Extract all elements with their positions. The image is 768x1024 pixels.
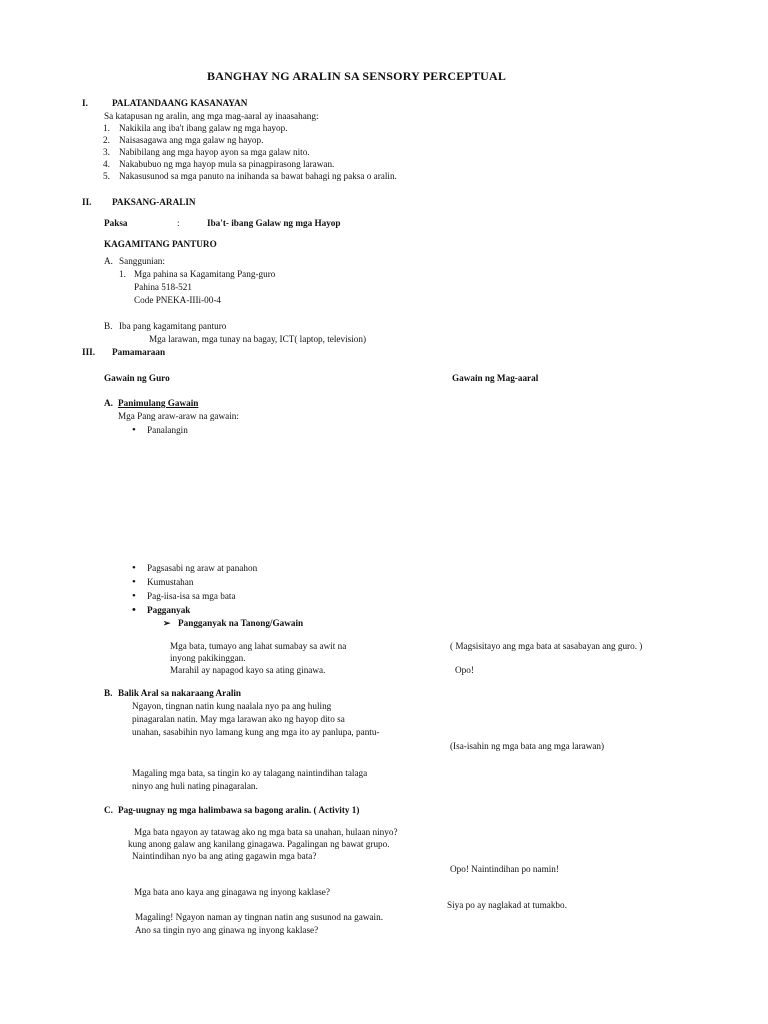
- page-title: BANGHAY NG ARALIN SA SENSORY PERCEPTUAL: [207, 69, 507, 83]
- materials-text: Iba pang kagamitang panturo: [119, 321, 227, 331]
- sanggunian-label: A.: [104, 256, 113, 266]
- aaral-line: Opo!: [455, 665, 474, 675]
- column-magaaral: Gawain ng Mag-aaral: [452, 373, 539, 383]
- section-2-heading: PAKSANG-ARALIN: [112, 197, 196, 207]
- guro-line: Marahil ay napagod kayo sa ating ginawa.: [170, 665, 326, 675]
- step-c-label: C.: [104, 805, 113, 815]
- kagamitan-heading: KAGAMITANG PANTURO: [104, 239, 217, 249]
- guro-line: Magaling mga bata, sa tingin ko ay talagang naintindihan talaga: [132, 768, 368, 778]
- section-2-number: II.: [82, 197, 92, 207]
- section-1-heading: PALATANDAANG KASANAYAN: [112, 98, 248, 108]
- aaral-line: (Isa-isahin ng mga bata ang mga larawan): [450, 741, 605, 751]
- aaral-line: ( Magsisitayo ang mga bata at sasabayan ang guro. ): [450, 641, 643, 651]
- objective-item: Nakabubuo ng mga hayop mula sa pinagpirasong larawan.: [119, 159, 335, 169]
- guro-line: pinagaralan natin. May mga larawan ako ng hayop dito sa: [132, 714, 345, 724]
- list-item: • Kumustahan: [147, 576, 193, 588]
- objective-number: 3.: [103, 147, 110, 157]
- section-1-number: I.: [82, 98, 88, 108]
- sanggunian-text: Sanggunian:: [119, 256, 165, 266]
- step-b-heading: Balik Aral sa nakaraang Aralin: [118, 688, 242, 698]
- materials-detail: Mga larawan, mga tunay na bagay, ICT( laptop, television): [149, 334, 367, 344]
- reference-line: Code PNEKA-IIIi-00-4: [134, 295, 222, 305]
- objective-item: Nakasusunod sa mga panuto na inihanda sa bawat bahagi ng paksa o aralin.: [119, 171, 397, 181]
- paksa-value: Iba't- ibang Galaw ng mga Hayop: [207, 218, 341, 228]
- guro-line: Naintindihan nyo ba ang ating gagawin mga bata?: [132, 851, 317, 861]
- section-1-intro: Sa katapusan ng aralin, ang mga mag-aaral ay inaasahang:: [104, 111, 319, 121]
- guro-line: Mga bata ngayon ay tatawag ako ng mga bata sa unahan, hulaan ninyo?: [134, 827, 398, 837]
- step-b-label: B.: [104, 688, 113, 698]
- objective-item: Naisasagawa ang mga galaw ng hayop.: [119, 135, 264, 145]
- column-guro: Gawain ng Guro: [104, 373, 170, 383]
- guro-line: Mga bata ano kaya ang ginagawa ng inyong kaklase?: [134, 887, 330, 897]
- paksa-label: Paksa: [104, 218, 128, 228]
- guro-line: Mga bata, tumayo ang lahat sumabay sa awit na: [170, 641, 347, 651]
- reference-number: 1.: [119, 269, 126, 279]
- objective-number: 4.: [103, 159, 110, 169]
- step-a-intro: Mga Pang araw-araw na gawain:: [118, 411, 239, 421]
- guro-line: Ano sa tingin nyo ang ginawa ng inyong kaklase?: [135, 925, 319, 935]
- objective-number: 2.: [103, 135, 110, 145]
- materials-label: B.: [104, 321, 113, 331]
- guro-line: inyong pakikinggan.: [170, 653, 246, 663]
- step-a-heading: Panimulang Gawain: [118, 398, 199, 408]
- step-a-label: A.: [104, 398, 113, 408]
- list-item: • Pagganyak: [147, 604, 190, 616]
- paksa-colon: :: [177, 218, 180, 228]
- guro-line: ninyo ang huli nating pinagaralan.: [132, 781, 258, 791]
- section-3-heading: Pamamaraan: [112, 347, 166, 357]
- sub-list-item: ➢ Pangganyak na Tanong/Gawain: [178, 617, 303, 629]
- guro-line: kung anong galaw ang kanilang ginagawa. Pagalingan ng bawat grupo.: [128, 839, 390, 849]
- objective-number: 5.: [103, 171, 110, 181]
- objective-item: Nabibilang ang mga hayop ayon sa mga galaw nito.: [119, 147, 310, 157]
- reference-line: Mga pahina sa Kagamitang Pang-guro: [134, 269, 276, 279]
- guro-line: Ngayon, tingnan natin kung naalala nyo pa ang huling: [132, 701, 332, 711]
- reference-line: Pahina 518-521: [134, 282, 192, 292]
- section-3-number: III.: [82, 347, 96, 357]
- objective-item: Nakikila ang iba't ibang galaw ng mga hayop.: [119, 123, 288, 133]
- list-item: • Pagsasabi ng araw at panahon: [147, 562, 257, 574]
- list-item: • Pag-iisa-isa sa mga bata: [147, 590, 236, 602]
- aaral-line: Siya po ay naglakad at tumakbo.: [447, 900, 567, 910]
- step-c-heading: Pag-uugnay ng mga halimbawa sa bagong aralin. ( Activity 1): [118, 805, 360, 815]
- guro-line: Magaling! Ngayon naman ay tingnan natin ang susunod na gawain.: [135, 912, 384, 922]
- guro-line: unahan, sasabihin nyo lamang kung ang mga ito ay panlupa, pantu-: [132, 727, 380, 737]
- list-item: • Panalangin: [147, 424, 188, 436]
- objective-number: 1.: [103, 123, 110, 133]
- aaral-line: Opo! Naintindihan po namin!: [450, 864, 559, 874]
